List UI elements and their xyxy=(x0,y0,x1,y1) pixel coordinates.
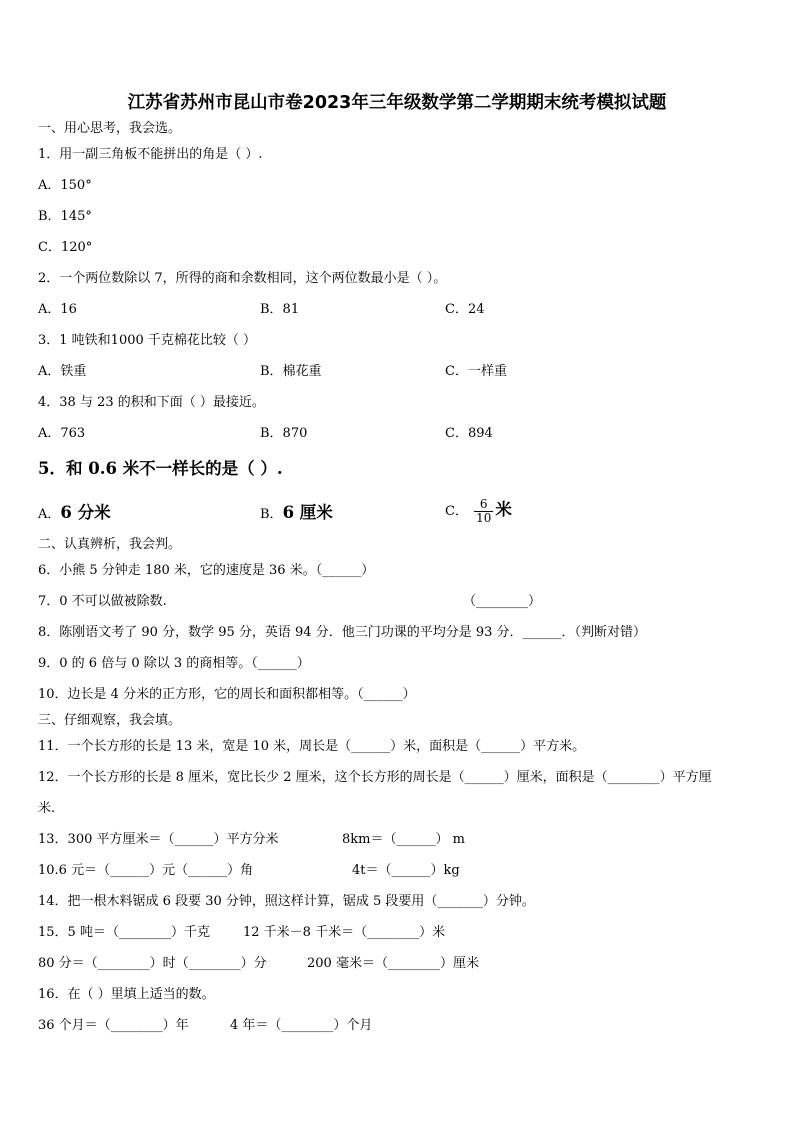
q2-options xyxy=(38,301,758,319)
question-12: 12．一个长方形的长是 8 厘米，宽比长少 2 厘米，这个长方形的周长是（______）厘米，面积是（________）平方厘 xyxy=(38,770,712,785)
question-14: 14．把一根木料锯成 6 段要 30 分钟，照这样计算，锯成 5 段要用（_______）分钟。 xyxy=(38,894,535,909)
question-9: 9．0 的 6 倍与 0 除以 3 的商相等。（______） xyxy=(38,656,310,671)
q1-option-a: A．150° xyxy=(38,178,92,193)
q4-options xyxy=(38,425,758,443)
q2-option-b: B．81 xyxy=(260,302,300,317)
q1-option-c: C．120° xyxy=(38,240,93,255)
q3-option-c: C．一样重 xyxy=(445,364,507,379)
q3-option-a: A．铁重 xyxy=(38,364,87,379)
question-1: 1．用一副三角板不能拼出的角是（ ）. xyxy=(38,147,263,162)
section-heading-3: 三、仔细观察，我会填。 xyxy=(38,713,182,728)
question-10: 10．边长是 4 分米的正方形，它的周长和面积都相等。（______） xyxy=(38,687,416,702)
q5-options xyxy=(38,498,758,534)
question-2: 2．一个两位数除以 7，所得的商和余数相同，这个两位数最小是（ ）。 xyxy=(38,271,447,286)
question-15-row-1: 15．5 吨＝（________）千克 12 千米－8 千米＝（________）米 xyxy=(38,925,446,940)
question-15-row-2: 80 分＝（________）时（________）分 200 毫米＝（________）厘米 xyxy=(38,956,479,971)
q4-option-b: B．870 xyxy=(260,426,308,441)
q3-options xyxy=(38,363,758,381)
q3-option-b: B．棉花重 xyxy=(260,364,322,379)
section-heading-1: 一、用心思考，我会选。 xyxy=(38,121,182,136)
question-7: 7．0 不可以做被除数. （________） xyxy=(38,594,542,609)
question-16: 16．在（ ）里填上适当的数。 xyxy=(38,987,215,1002)
q5-option-c: C． $\frac{6}{10}$ 米 xyxy=(445,497,512,525)
fraction: $\frac{6}{10}$ xyxy=(476,497,492,525)
question-13-row-1: 13．300 平方厘米＝（______）平方分米 8km＝（______） m xyxy=(38,832,465,847)
q2-option-a: A．16 xyxy=(38,302,77,317)
q2-option-c: C．24 xyxy=(445,302,485,317)
question-13-row-2: 10.6 元＝（______）元（______）角 4t＝（______）kg xyxy=(38,863,460,878)
section-heading-2: 二、认真辨析，我会判。 xyxy=(38,537,182,552)
q5-option-a: A．6 分米 xyxy=(38,503,111,522)
question-16-row: 36 个月＝（________）年 4 年＝（________）个月 xyxy=(38,1018,373,1033)
question-5: 5．和 0.6 米不一样长的是（ ）. xyxy=(38,459,283,478)
question-6: 6．小熊 5 分钟走 180 米，它的速度是 36 米。（______） xyxy=(38,563,375,578)
question-3: 3．1 吨铁和1000 千克棉花比较（ ） xyxy=(38,333,257,348)
question-12-continued: 米. xyxy=(38,801,56,816)
question-4: 4．38 与 23 的积和下面（ ）最接近。 xyxy=(38,395,265,410)
q7-answer-blank: （________） xyxy=(463,594,542,609)
page-title: 江苏省苏州市昆山市卷2023年三年级数学第二学期期末统考模拟试题 xyxy=(127,93,667,113)
q4-option-a: A．763 xyxy=(38,426,86,441)
q5-option-b: B．6 厘米 xyxy=(260,503,333,522)
question-11: 11．一个长方形的长是 13 米，宽是 10 米，周长是（______）米，面积是（______）平方米。 xyxy=(38,739,586,754)
question-8: 8．陈刚语文考了 90 分，数学 95 分，英语 94 分．他三门功课的平均分是 93 分．______．（判断对错） xyxy=(38,625,646,640)
q4-option-c: C．894 xyxy=(445,426,493,441)
q1-option-b: B．145° xyxy=(38,209,92,224)
